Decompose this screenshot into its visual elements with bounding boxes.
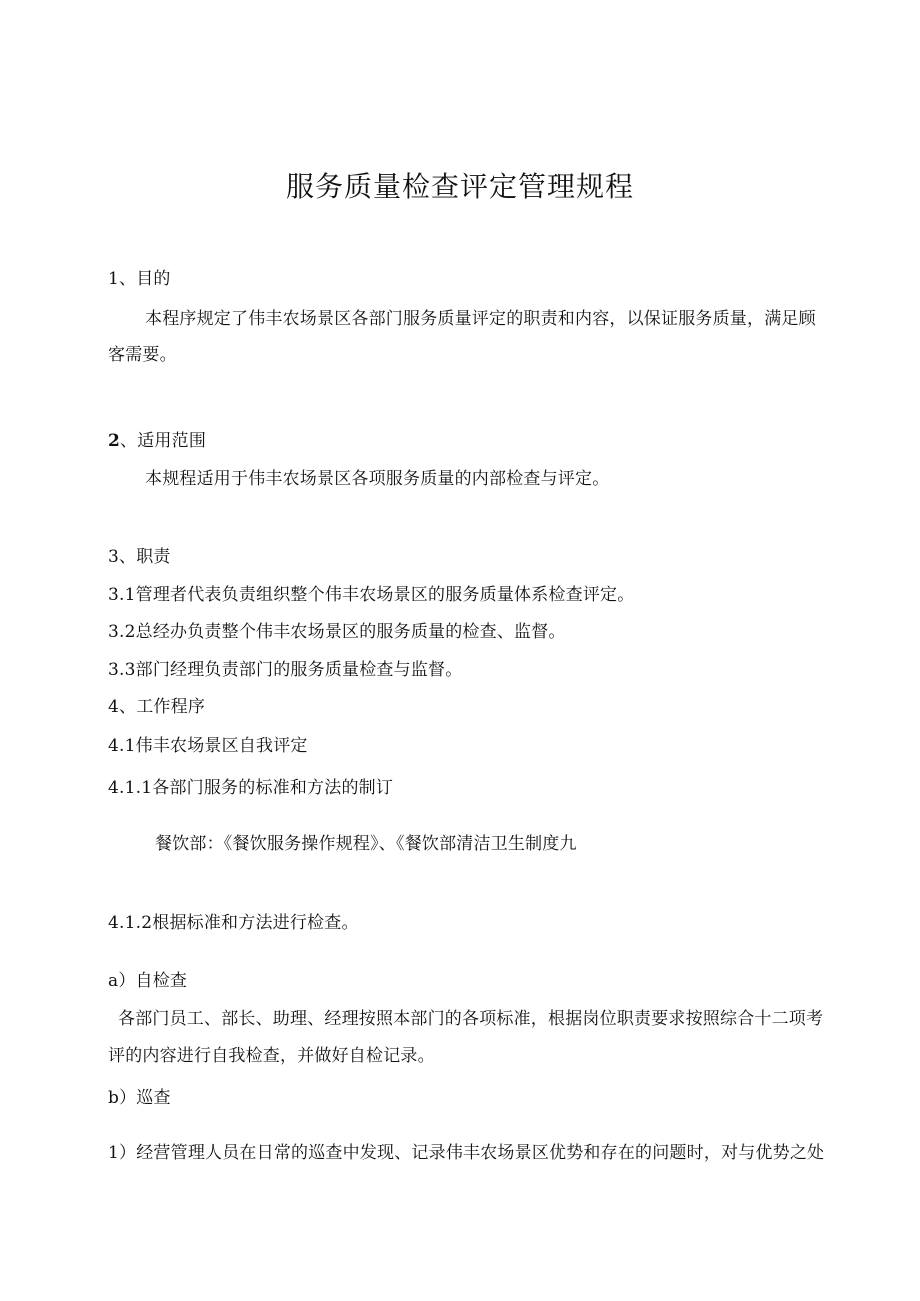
- section-4-heading: 4、工作程序: [108, 697, 206, 717]
- section-2-number: 2: [108, 431, 121, 451]
- section-2-heading-text: 、适用范围: [120, 431, 207, 451]
- section-2-paragraph: 本规程适用于伟丰农场景区各项服务质量的内部检查与评定。: [145, 469, 610, 489]
- item-a-line-1: 各部门员工、部长、助理、经理按照本部门的各项标准，根据岗位职责要求按照综合十二项考: [118, 1009, 824, 1029]
- section-3-heading: 3、职责: [108, 547, 171, 567]
- section-1-heading: 1、目的: [108, 269, 171, 289]
- section-4-1-1-detail: 餐饮部：《餐饮服务操作规程》、《餐饮部清洁卫生制度九: [155, 834, 577, 854]
- section-3-1: 3.1管理者代表负责组织整个伟丰农场景区的服务质量体系检查评定。: [108, 585, 635, 605]
- page-title: 服务质量检查评定管理规程: [285, 170, 634, 203]
- section-4-1: 4.1伟丰农场景区自我评定: [108, 736, 308, 756]
- section-4-1-2: 4.1.2根据标准和方法进行检查。: [108, 913, 359, 933]
- section-1-paragraph-line-2: 客需要。: [108, 345, 177, 365]
- section-2-heading: [108, 430, 206, 452]
- item-b-heading: b）巡查: [108, 1088, 171, 1108]
- section-3-2: 3.2总经办负责整个伟丰农场景区的服务质量的检查、监督。: [108, 622, 566, 642]
- section-4-1-1: 4.1.1各部门服务的标准和方法的制订: [108, 778, 394, 798]
- item-a-line-2: 评的内容进行自我检查，并做好自检记录。: [108, 1046, 435, 1066]
- item-b-1-line-1: 1）经营管理人员在日常的巡查中发现、记录伟丰农场景区优势和存在的问题时，对与优势之处: [108, 1143, 825, 1163]
- section-3-3: 3.3部门经理负责部门的服务质量检查与监督。: [108, 660, 463, 680]
- section-1-paragraph-line-1: 本程序规定了伟丰农场景区各部门服务质量评定的职责和内容，以保证服务质量，满足顾: [145, 309, 816, 329]
- item-a-heading: a）自检查: [108, 971, 188, 991]
